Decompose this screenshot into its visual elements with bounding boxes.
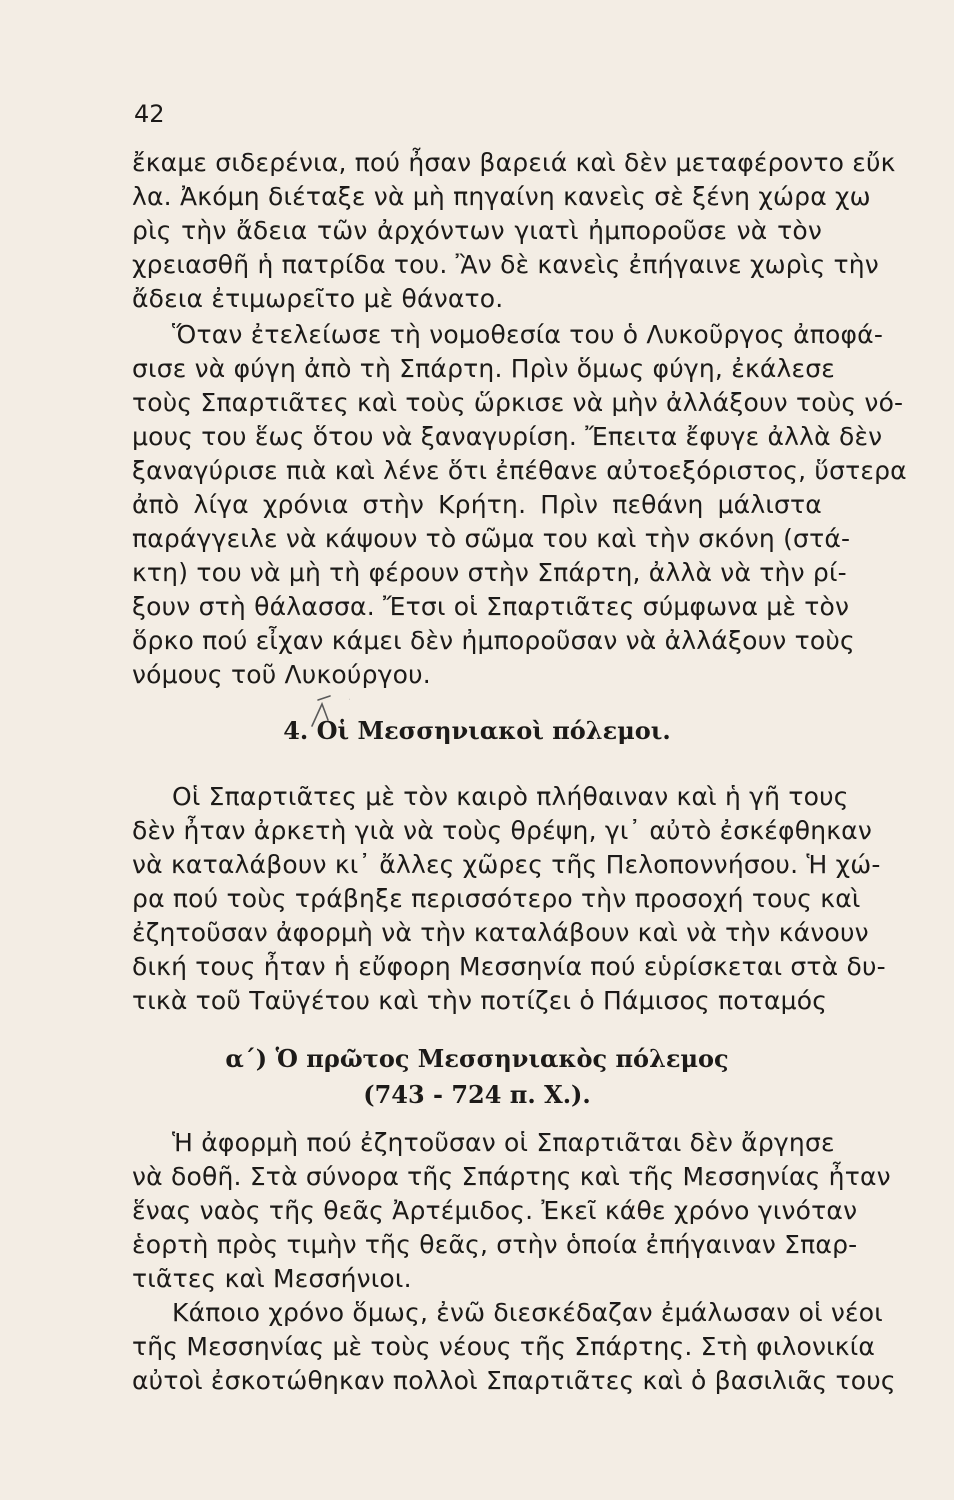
text-line: σισε νὰ φύγη ἀπὸ τὴ Σπάρτη. Πρὶν ὅμως φύγη, ἐκάλεσε: [132, 354, 836, 383]
text-line: ἄδεια ἐτιμωρεῖτο μὲ θάνατο.: [132, 284, 504, 313]
paragraph: [132, 1296, 896, 1398]
text-line: ρὶς τὴν ἄδεια τῶν ἀρχόντων γιατὶ ἠμποροῦσε νὰ τὸν: [132, 216, 822, 245]
text-line: ἐζητοῦσαν ἀφορμὴ νὰ τὴν καταλάβουν καὶ νὰ τὴν κάνουν: [132, 918, 869, 947]
text-line: Ἡ ἀφορμὴ πού ἐζητοῦσαν οἱ Σπαρτιᾶται δὲν ἄργησε: [172, 1128, 835, 1157]
subsection-title: α΄) Ὁ πρῶτος Μεσσηνιακὸς πόλεμος: [225, 1044, 729, 1073]
text-line: αὐτοὶ ἐσκοτώθηκαν πολλοὶ Σπαρτιᾶτες καὶ ὁ βασιλιᾶς τους: [132, 1366, 896, 1395]
text-line: Ὅταν ἐτελείωσε τὴ νομοθεσία του ὁ Λυκοῦργος ἀποφά-: [172, 320, 884, 349]
text-line: ὅρκο πού εἶχαν κάμει δὲν ἠμποροῦσαν νὰ ἀλλάξουν τοὺς: [132, 626, 855, 655]
text-line: νόμους τοῦ Λυκούργου.: [132, 660, 431, 689]
paragraph: [132, 780, 886, 1018]
text-line: ξουν στὴ θάλασσα. Ἔτσι οἱ Σπαρτιᾶτες σύμφωνα μὲ τὸν: [132, 592, 850, 621]
paragraph: [132, 1126, 891, 1296]
text-line: δὲν ἦταν ἀρκετὴ γιὰ νὰ τοὺς θρέψη, γι᾽ αὐτὸ ἐσκέφθηκαν: [132, 816, 873, 845]
text-line: τιᾶτες καὶ Μεσσήνιοι.: [132, 1264, 412, 1293]
text-line: ἕνας ναὸς τῆς θεᾶς Ἀρτέμιδος. Ἐκεῖ κάθε χρόνο γινόταν: [132, 1196, 858, 1225]
text-line: παράγγειλε νὰ κάψουν τὸ σῶμα του καὶ τὴν σκόνη (στά-: [132, 524, 851, 553]
text-line: δική τους ἦταν ἡ εὔφορη Μεσσηνία πού εὑρίσκεται στὰ δυ-: [132, 952, 886, 981]
subsection-dates: (743 - 724 π. Χ.).: [363, 1080, 591, 1109]
text-line: Οἱ Σπαρτιᾶτες μὲ τὸν καιρὸ πλήθαιναν καὶ ἡ γῆ τους: [172, 782, 849, 811]
paragraph: [132, 318, 907, 692]
text-line: χρειασθῆ ἡ πατρίδα του. Ἂν δὲ κανεὶς ἐπήγαινε χωρὶς τὴν: [132, 250, 879, 279]
text-line: ἀπὸ λίγα χρόνια στὴν Κρήτη. Πρὶν πεθάνη μάλιστα: [132, 490, 822, 519]
text-line: νὰ δοθῆ. Στὰ σύνορα τῆς Σπάρτης καὶ τῆς Μεσσηνίας ἦταν: [132, 1162, 891, 1191]
page-number: 42: [134, 100, 165, 128]
text-line: τῆς Μεσσηνίας μὲ τοὺς νέους τῆς Σπάρτης. Στὴ φιλονικία: [132, 1332, 876, 1361]
text-line: Κάποιο χρόνο ὅμως, ἐνῶ διεσκέδαζαν ἐμάλωσαν οἱ νέοι: [172, 1298, 883, 1327]
text-line: ρα πού τοὺς τράβηξε περισσότερο τὴν προσοχή τους καὶ: [132, 884, 861, 913]
text-line: νὰ καταλάβουν κι᾽ ἄλλες χῶρες τῆς Πελοποννήσου. Ἡ χώ-: [132, 850, 881, 879]
text-line: τικὰ τοῦ Ταϋγέτου καὶ τὴν ποτίζει ὁ Πάμισος ποταμός: [132, 986, 828, 1015]
text-line: μους του ἕως ὅτου νὰ ξαναγυρίση. Ἔπειτα ἔφυγε ἀλλὰ δὲν: [132, 422, 883, 451]
text-line: τοὺς Σπαρτιᾶτες καὶ τοὺς ὥρκισε νὰ μὴν ἀλλάξουν τοὺς νό-: [132, 388, 904, 417]
paragraph: [132, 146, 896, 316]
text-line: λα. Ἀκόμη διέταξε νὰ μὴ πηγαίνη κανεὶς σὲ ξένη χώρα χω: [132, 182, 871, 211]
text-line: ἑορτὴ πρὸς τιμὴν τῆς θεᾶς, στὴν ὁποία ἐπήγαιναν Σπαρ-: [132, 1230, 858, 1259]
text-line: ξαναγύρισε πιὰ καὶ λένε ὅτι ἐπέθανε αὐτοεξόριστος, ὕστερα: [132, 456, 907, 485]
section-heading: 4. Οἱ Μεσσηνιακοὶ πόλεμοι.: [283, 716, 671, 745]
text-line: κτη) του νὰ μὴ τὴ φέρουν στὴν Σπάρτη, ἀλλὰ νὰ τὴν ρί-: [132, 558, 847, 587]
text-line: ἔκαμε σιδερένια, πού ἦσαν βαρειά καὶ δὲν μεταφέροντο εὔκ: [132, 148, 896, 177]
